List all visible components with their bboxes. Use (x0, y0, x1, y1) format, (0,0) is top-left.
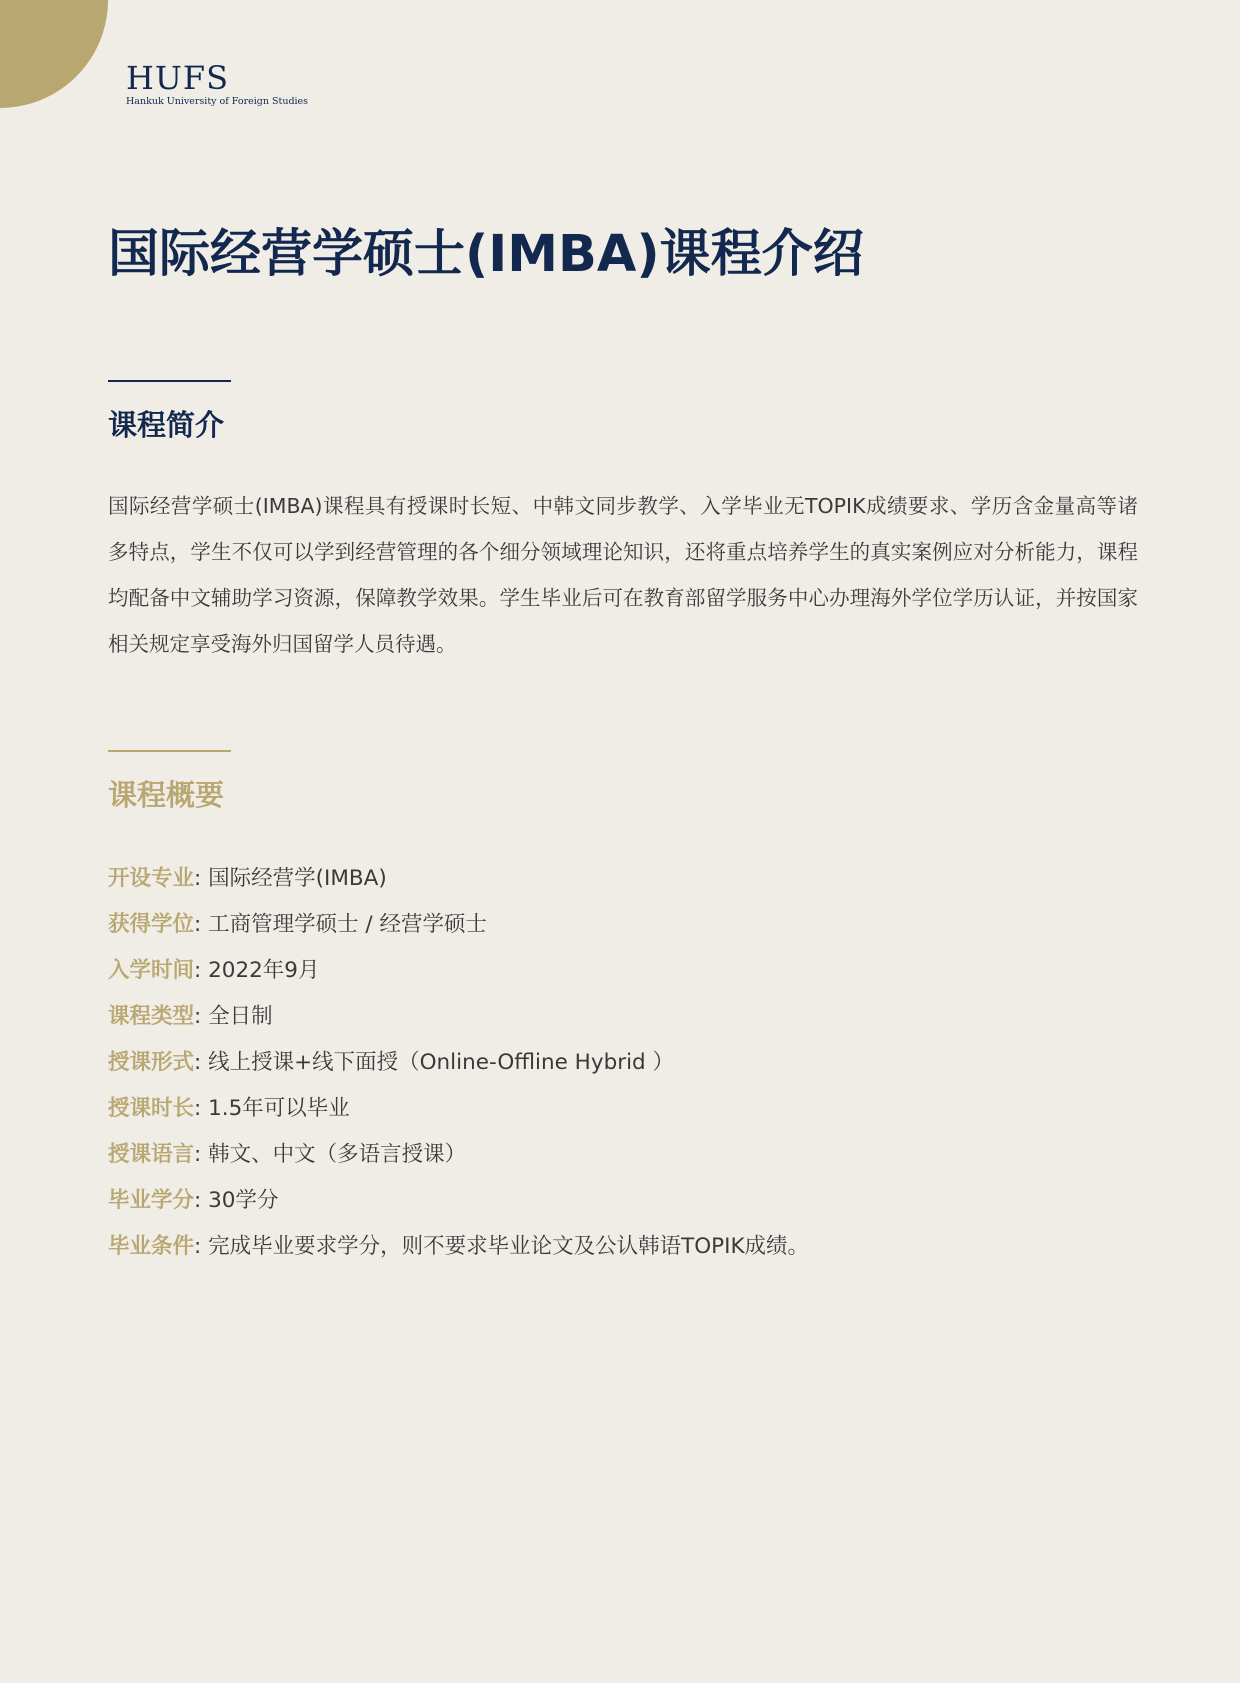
overview-separator: : (194, 1188, 209, 1213)
overview-separator: : (194, 1004, 209, 1029)
overview-separator: : (194, 1050, 209, 1075)
overview-separator: : (194, 958, 209, 983)
overview-item-enrollment (108, 948, 809, 994)
overview-item-duration (108, 1086, 809, 1132)
overview-separator: : (194, 866, 209, 891)
overview-label: 课程类型 (108, 1004, 195, 1029)
overview-value: 线上授课+线下面授（Online-Offline Hybrid ） (208, 1050, 675, 1075)
overview-separator: : (194, 1234, 209, 1259)
intro-divider (108, 380, 231, 382)
overview-value: 全日制 (208, 1004, 273, 1029)
overview-value: 30学分 (208, 1188, 279, 1213)
hufs-logo (126, 60, 308, 108)
overview-value: 国际经营学(IMBA) (208, 866, 387, 891)
overview-label: 开设专业 (108, 866, 195, 891)
page-title: 国际经营学硕士(IMBA)课程介绍 (108, 225, 864, 284)
overview-value: 韩文、中文（多语言授课） (208, 1142, 467, 1167)
overview-value: 1.5年可以毕业 (208, 1096, 350, 1121)
intro-paragraph: 国际经营学硕士(IMBA)课程具有授课时长短、中韩文同步教学、入学毕业无TOPIK成绩要求、学历含金量高等诸多特点，学生不仅可以学到经营管理的各个细分领域理论知识，还将重点培养学生的真实案例应对分析能力，课程均配备中文辅助学习资源，保障教学效果。学生毕业后可在教育部留学服务中心办理海外学位学历认证，并按国家相关规定享受海外归国留学人员待遇。 (108, 494, 1138, 656)
logo-subtitle: Hankuk University of Foreign Studies (126, 96, 309, 107)
overview-item-credits (108, 1178, 809, 1224)
overview-value: 2022年9月 (208, 958, 320, 983)
overview-heading: 课程概要 (108, 778, 225, 812)
overview-item-degree (108, 902, 809, 948)
logo-wordmark: HUFS (126, 59, 229, 97)
overview-label: 授课时长 (108, 1096, 195, 1121)
overview-value: 工商管理学硕士 / 经营学硕士 (208, 912, 488, 937)
overview-item-requirements (108, 1224, 809, 1270)
overview-item-major (108, 856, 809, 902)
overview-label: 毕业学分 (108, 1188, 195, 1213)
overview-item-type (108, 994, 809, 1040)
overview-label: 入学时间 (108, 958, 195, 983)
overview-item-language (108, 1132, 809, 1178)
overview-divider (108, 750, 231, 752)
intro-heading: 课程简介 (108, 408, 225, 442)
overview-value: 完成毕业要求学分，则不要求毕业论文及公认韩语TOPIK成绩。 (208, 1234, 810, 1259)
overview-item-format (108, 1040, 809, 1086)
overview-separator: : (194, 912, 209, 937)
overview-label: 授课形式 (108, 1050, 195, 1075)
overview-label: 毕业条件 (108, 1234, 195, 1259)
overview-list (108, 856, 809, 1270)
overview-separator: : (194, 1096, 209, 1121)
overview-label: 授课语言 (108, 1142, 195, 1167)
overview-separator: : (194, 1142, 209, 1167)
overview-label: 获得学位 (108, 912, 195, 937)
corner-decoration (0, 0, 108, 108)
